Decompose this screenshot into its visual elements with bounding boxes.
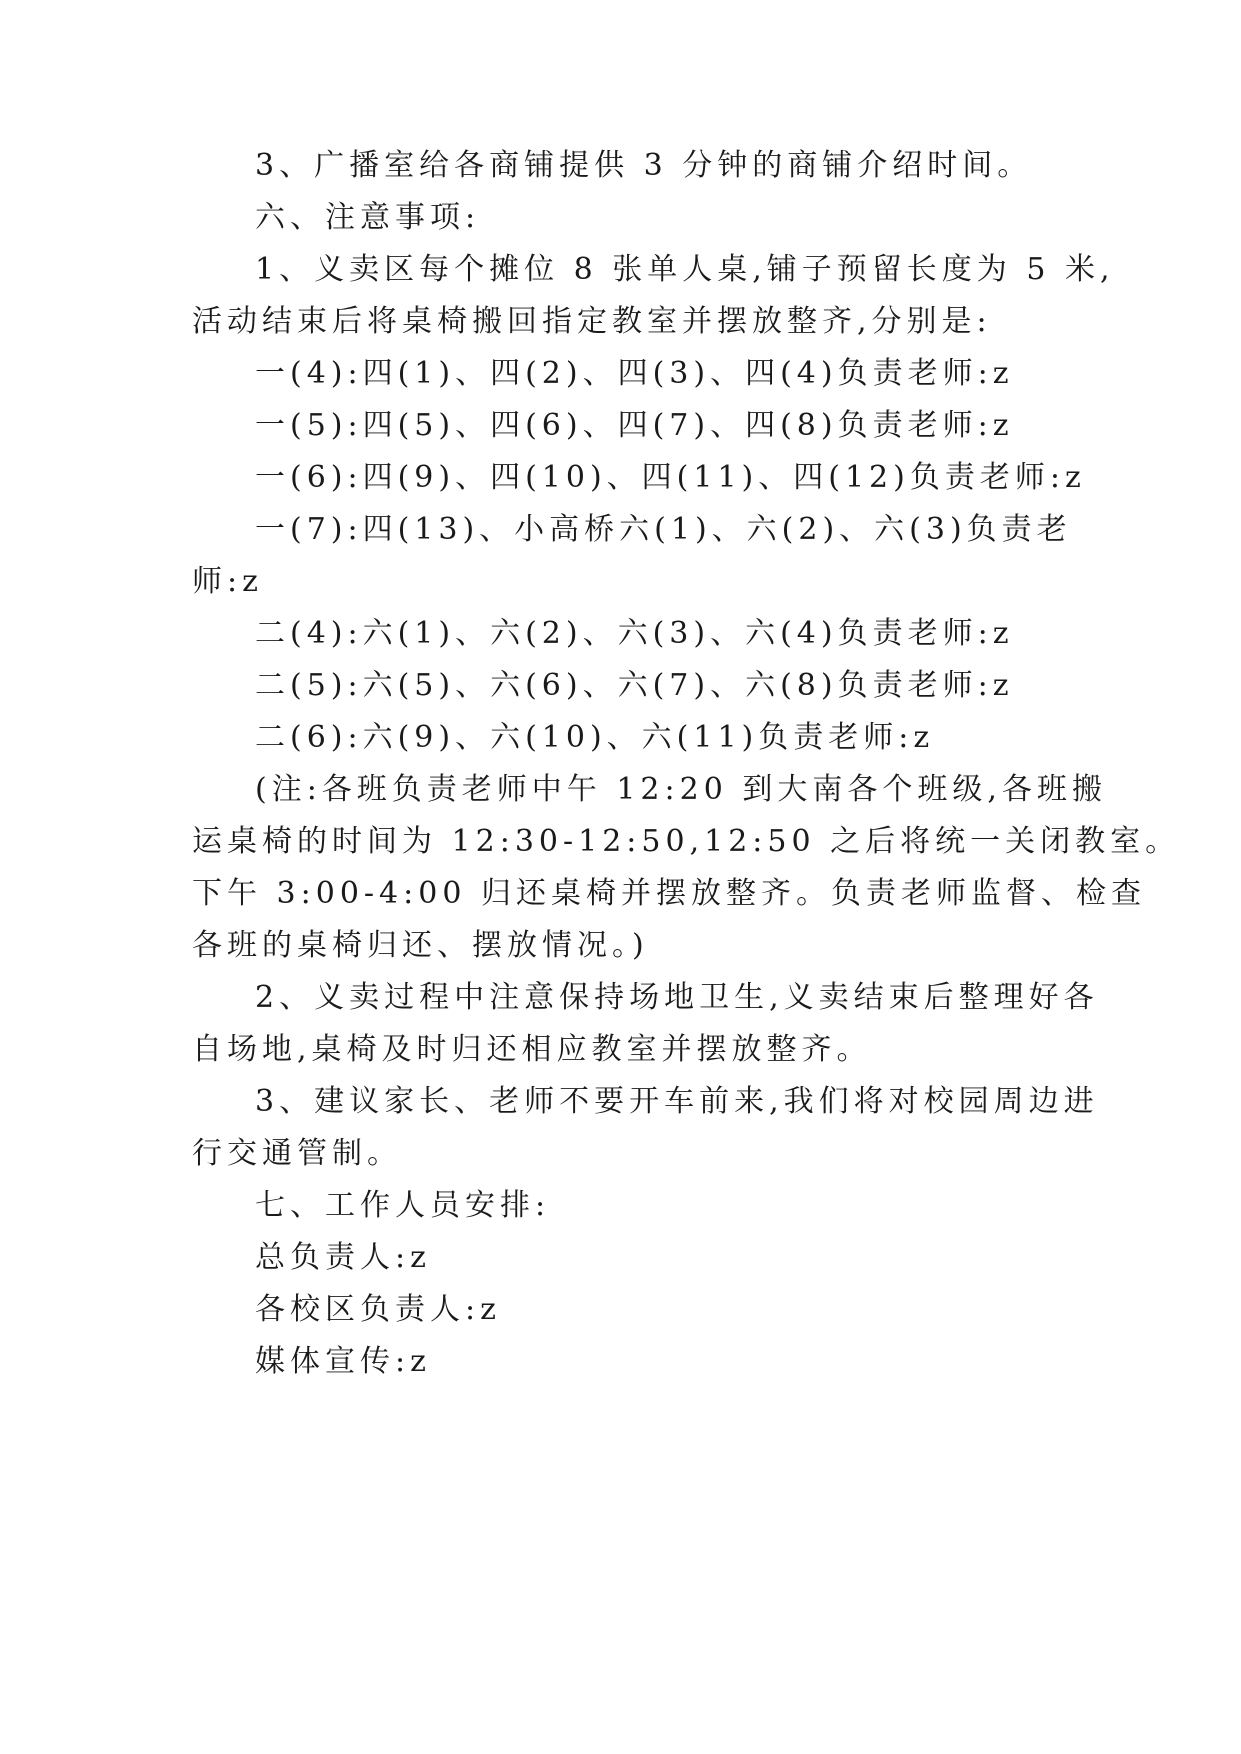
note-paragraph: (注:各班负责老师中午 12:20 到大南各个班级,各班搬: [255, 772, 1107, 807]
paragraph-traffic-cont: 行交通管制。: [192, 1136, 402, 1171]
staff-chief: 总负责人:z: [255, 1240, 431, 1275]
paragraph-booth-tables: 1、义卖区每个摊位 8 张单人桌,铺子预留长度为 5 米,: [255, 252, 1115, 287]
section-heading-staff: 七、工作人员安排:: [255, 1188, 551, 1223]
assignment-row-2-6: 二(6):六(9)、六(10)、六(11)负责老师:z: [255, 720, 935, 755]
paragraph-hygiene-cont: 自场地,桌椅及时归还相应教室并摆放整齐。: [192, 1032, 872, 1067]
staff-campus-leads: 各校区负责人:z: [255, 1292, 501, 1327]
paragraph-booth-tables-cont: 活动结束后将桌椅搬回指定教室并摆放整齐,分别是:: [192, 304, 992, 339]
assignment-row-1-6: 一(6):四(9)、四(10)、四(11)、四(12)负责老师:z: [255, 460, 1086, 495]
note-paragraph-cont-3: 各班的桌椅归还、摆放情况。): [192, 928, 649, 963]
section-heading-notes: 六、注意事项:: [255, 200, 481, 235]
assignment-row-2-4: 二(4):六(1)、六(2)、六(3)、六(4)负责老师:z: [255, 616, 1014, 651]
assignment-row-1-4: 一(4):四(1)、四(2)、四(3)、四(4)负责老师:z: [255, 356, 1014, 391]
note-paragraph-cont-2: 下午 3:00-4:00 归还桌椅并摆放整齐。负责老师监督、检查: [192, 876, 1146, 911]
paragraph-broadcast-intro: 3、广播室给各商铺提供 3 分钟的商铺介绍时间。: [255, 148, 1033, 183]
staff-media: 媒体宣传:z: [255, 1344, 431, 1379]
paragraph-hygiene: 2、义卖过程中注意保持场地卫生,义卖结束后整理好各: [255, 980, 1099, 1015]
paragraph-traffic: 3、建议家长、老师不要开车前来,我们将对校园周边进: [255, 1084, 1099, 1119]
assignment-row-1-7-cont: 师:z: [192, 564, 263, 599]
assignment-row-2-5: 二(5):六(5)、六(6)、六(7)、六(8)负责老师:z: [255, 668, 1014, 703]
assignment-row-1-7: 一(7):四(13)、小高桥六(1)、六(2)、六(3)负责老: [255, 512, 1072, 547]
note-paragraph-cont-1: 运桌椅的时间为 12:30-12:50,12:50 之后将统一关闭教室。: [192, 824, 1181, 859]
assignment-row-1-5: 一(5):四(5)、四(6)、四(7)、四(8)负责老师:z: [255, 408, 1014, 443]
